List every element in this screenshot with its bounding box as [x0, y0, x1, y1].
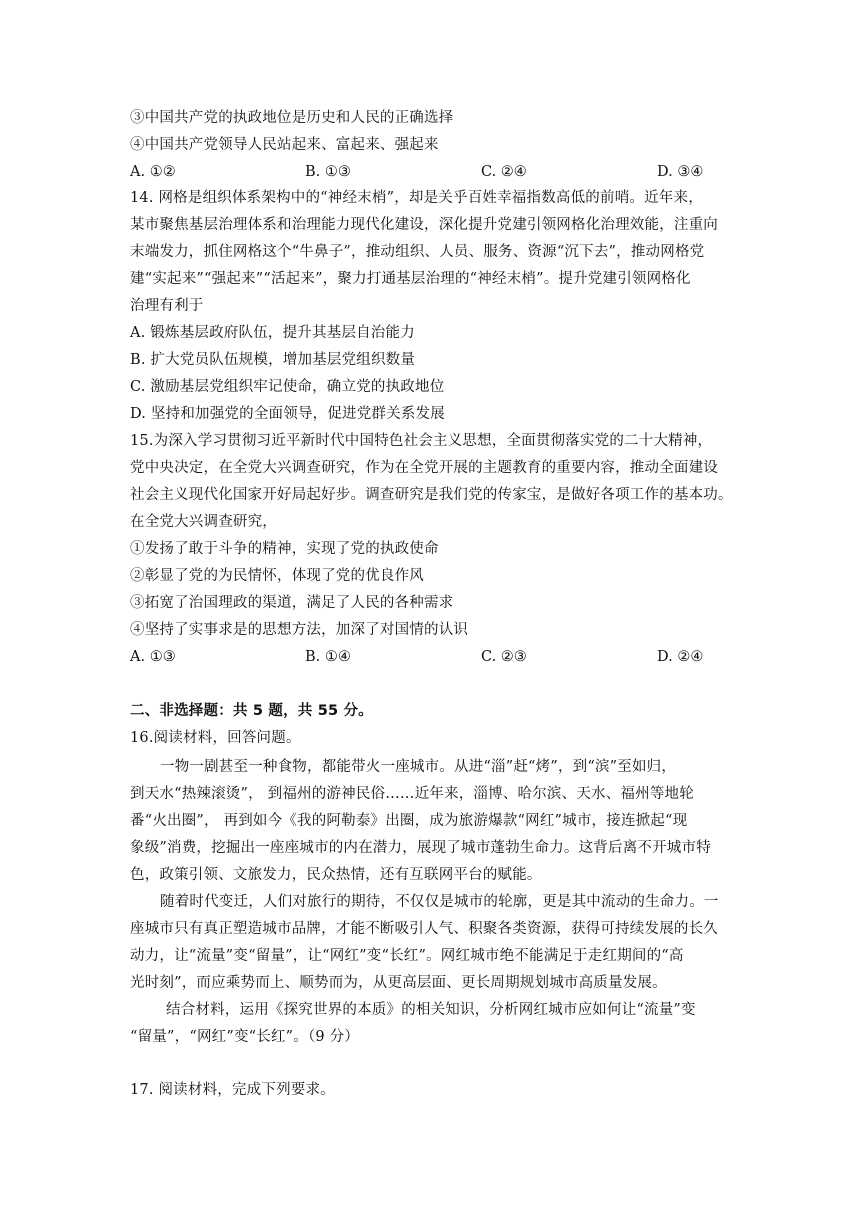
q15-stem-line: 在全党大兴调查研究，: [130, 514, 277, 530]
q15-stem-line: 15.为深入学习贯彻习近平新时代中国特色社会主义思想，全面贯彻落实党的二十大精神，: [130, 433, 713, 449]
q16-question-line: “留量”，“网红”变“长红”。（9 分）: [130, 1029, 360, 1045]
q16-passage-line: 随着时代变迁，人们对旅行的期待，不仅仅是城市的轮廓，更是其中流动的生命力。一: [160, 894, 719, 910]
q14-stem-line: 建“实起来”“强起来”“活起来”，聚力打通基层治理的“神经末梢”。提升党建引领网格化: [130, 271, 691, 287]
q14-stem-line: 14. 网格是组织体系架构中的“神经末梢”，却是关乎百姓幸福指数高低的前哨。近年来，: [130, 190, 703, 206]
q14-stem-line: 某市聚焦基层治理体系和治理能力现代化建设，深化提升党建引领网格化治理效能，注重向: [130, 217, 718, 233]
q15-option-a: A. ①③: [130, 649, 176, 665]
q14-option-b: B. 扩大党员队伍规模，增加基层党组织数量: [130, 352, 416, 368]
q15-option-c: C. ②③: [481, 649, 527, 665]
q15-stem-line: 社会主义现代化国家开好局起好步。调查研究是我们党的传家宝，是做好各项工作的基本功。: [130, 487, 733, 503]
q15-item-2: ②彰显了党的为民情怀，体现了党的优良作风: [130, 568, 424, 584]
q16-passage-line: 光时刻”，而应乘势而上、顺势而为，从更高层面、更长周期规划城市高质量发展。: [130, 975, 667, 991]
q14-option-c: C. 激励基层党组织牢记使命，确立党的执政地位: [130, 379, 445, 395]
q17-intro: 17. 阅读材料，完成下列要求。: [130, 1082, 335, 1098]
q16-question-line: 结合材料，运用《探究世界的本质》的相关知识，分析网红城市应如何让“流量”变: [166, 1002, 696, 1018]
q13-option-d: D. ③④: [657, 164, 704, 180]
q16-passage-line: 座城市只有真正塑造城市品牌，才能不断吸引人气、积聚各类资源，获得可持续发展的长久: [130, 921, 718, 937]
q14-stem-line: 末端发力，抓住网格这个“牛鼻子”，推动组织、人员、服务、资源“沉下去”，推动网格党: [130, 244, 705, 260]
q15-option-b: B. ①④: [305, 649, 351, 665]
q13-option-a: A. ①②: [130, 164, 176, 180]
q13-option-c: C. ②④: [481, 164, 527, 180]
q16-passage-line: 一物一剧甚至一种食物，都能带火一座城市。从进“淄”赶“烤”，到“滨”至如归，: [160, 759, 677, 775]
q16-intro: 16.阅读材料，回答问题。: [130, 730, 301, 746]
q13-item-4: ④中国共产党领导人民站起来、富起来、强起来: [130, 137, 439, 153]
q13-item-3: ③中国共产党的执政地位是历史和人民的正确选择: [130, 110, 454, 126]
q16-passage-line: 到天水“热辣滚烫”， 到福州的游神民俗……近年来，淄博、哈尔滨、天水、福州等地轮: [130, 786, 694, 802]
q15-item-1: ①发扬了敢于斗争的精神，实现了党的执政使命: [130, 541, 439, 557]
q14-option-a: A. 锻炼基层政府队伍，提升其基层自治能力: [130, 325, 415, 341]
q15-item-4: ④坚持了实事求是的思想方法，加深了对国情的认识: [130, 622, 469, 638]
q14-option-d: D. 坚持和加强党的全面领导，促进党群关系发展: [130, 406, 445, 422]
q14-stem-line: 治理有利于: [130, 298, 204, 314]
q16-passage-line: 色，政策引领、文旅发力，民众热情，还有互联网平台的赋能。: [130, 867, 542, 883]
q16-passage-line: 象级”消费，挖掘出一座座城市的内在潜力，展现了城市蓬勃生命力。这背后离不开城市特: [130, 840, 711, 856]
q13-option-b: B. ①③: [305, 164, 351, 180]
q15-stem-line: 党中央决定，在全党大兴调查研究，作为在全党开展的主题教育的重要内容，推动全面建设: [130, 460, 718, 476]
q16-passage-line: 动力，让“流量”变“留量”，让“网红”变“长红”。网红城市绝不能满足于走红期间的“高: [130, 948, 684, 964]
q16-passage-line: 番“火出圈”， 再到如今《我的阿勒泰》出圈，成为旅游爆款“网红”城市，接连掀起“现: [130, 813, 688, 829]
q15-item-3: ③拓宽了治国理政的渠道，满足了人民的各种需求: [130, 595, 454, 611]
q15-option-d: D. ②④: [657, 649, 704, 665]
section-heading: 二、非选择题：共 5 题，共 55 分。: [130, 703, 373, 719]
